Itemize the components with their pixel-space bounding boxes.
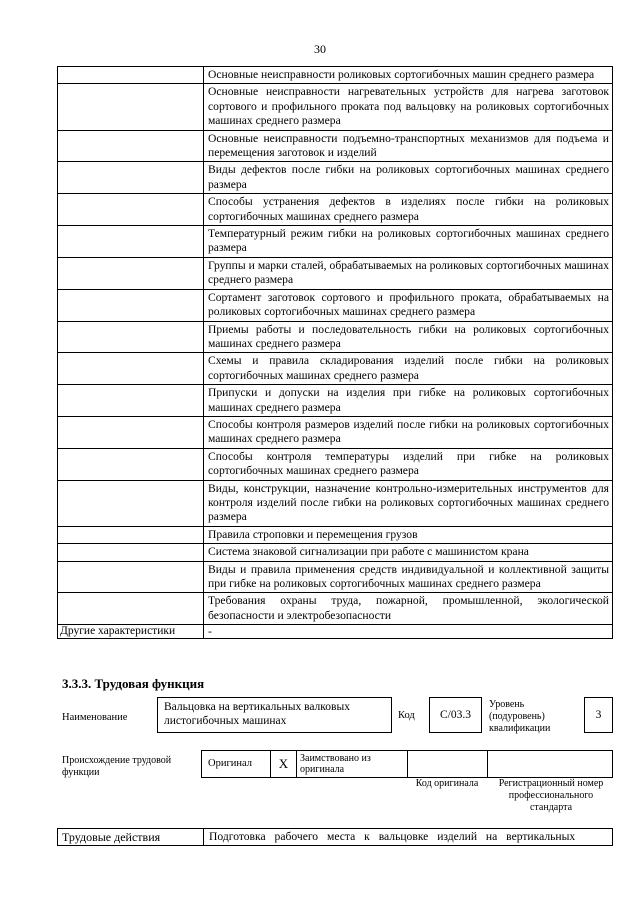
left-cell — [58, 417, 204, 448]
code-original-cell — [408, 751, 488, 777]
knowledge-item: Схемы и правила складирования изделий после гибки на роликовых сортогибочных машинах среднего размера — [208, 354, 609, 382]
code-original-caption: Код оригинала — [415, 778, 479, 789]
left-cell — [58, 322, 204, 353]
table-row — [58, 83, 612, 129]
name-label: Наименование — [62, 712, 128, 723]
section-heading: 3.3.3. Трудовая функция — [62, 676, 205, 691]
knowledge-item: Система знаковой сигнализации при работе с машинистом крана — [208, 545, 529, 559]
knowledge-item: Способы устранения дефектов в изделиях после гибки на роликовых сортогибочных машинах среднего размера — [208, 195, 609, 223]
function-name-value: Вальцовка на вертикальных валковых листогибочных машинах — [164, 701, 350, 727]
level-label: Уровень (подуровень) квалификации — [489, 699, 551, 734]
table-row — [58, 416, 612, 448]
left-cell — [58, 226, 204, 257]
left-cell — [58, 527, 204, 543]
knowledge-item: Виды дефектов после гибки на роликовых сортогибочных машинах среднего размера — [208, 163, 609, 191]
other-characteristics-value: - — [208, 625, 212, 639]
knowledge-item: Припуски и допуски на изделия при гибке на роликовых сортогибочных машинах среднего размера — [208, 386, 609, 414]
origin-table — [201, 750, 613, 778]
table-row — [58, 543, 612, 560]
borrowed-label: Заимствовано из оригинала — [297, 751, 408, 777]
left-cell — [58, 481, 204, 526]
level-box — [584, 697, 613, 733]
table-row — [58, 448, 612, 480]
code-value: C/03.3 — [440, 709, 471, 721]
knowledge-item: Основные неисправности нагревательных устройств для нагрева заготовок сортового и профильного проката под вальцовку на роликовых сортогибочных машинах среднего размера — [208, 85, 609, 128]
table-row — [58, 561, 612, 593]
knowledge-item: Виды и правила применения средств индивидуальной и коллективной защиты при гибке на роликовых сортогибочных машинах среднего размера — [208, 562, 609, 590]
level-value: 3 — [595, 709, 602, 721]
reg-number-caption: Регистрационный номер профессионального стандарта — [498, 778, 604, 813]
knowledge-item: Основные неисправности подъемно-транспортных механизмов для подъема и перемещения заготовок и изделий — [208, 131, 609, 160]
page-number: 30 — [314, 42, 326, 56]
knowledge-item: Правила строповки и перемещения грузов — [208, 527, 418, 541]
left-cell — [58, 385, 204, 416]
knowledge-item: Виды, конструкции, назначение контрольно-измерительных инструментов для контроля изделий после гибки на роликовых сортогибочных машинах среднего размера — [208, 481, 609, 524]
table-row — [58, 480, 612, 526]
knowledge-item: Температурный режим гибки на роликовых сортогибочных машинах среднего размера — [208, 227, 609, 255]
function-name-box — [157, 697, 392, 733]
left-cell — [58, 353, 204, 384]
original-mark: X — [271, 751, 297, 777]
table-row — [58, 67, 612, 83]
knowledge-item: Сортамент заготовок сортового и профильного проката, обрабатываемых на роликовых сортогибочных машинах среднего размера — [208, 290, 609, 319]
knowledge-item: Приемы работы и последовательность гибки на роликовых сортогибочных машинах среднего размера — [208, 322, 609, 350]
table-row — [58, 193, 612, 225]
left-cell — [58, 131, 204, 162]
table-row — [58, 257, 612, 289]
table-row — [58, 384, 612, 416]
left-cell — [58, 194, 204, 225]
left-cell — [58, 593, 204, 624]
table-row — [58, 130, 612, 162]
left-cell — [58, 449, 204, 480]
knowledge-item: Требования охраны труда, пожарной, промышленной, экологической безопасности и электробезопасности — [208, 594, 609, 622]
left-cell — [58, 162, 204, 193]
left-cell — [58, 290, 204, 321]
table-row — [58, 592, 612, 624]
table-row — [58, 161, 612, 193]
knowledge-item: Способы контроля температуры изделий при гибке на роликовых сортогибочных машинах среднего размера — [208, 449, 609, 478]
origin-label: Происхождение трудовой функции — [62, 755, 172, 778]
code-box — [429, 697, 482, 733]
table-row — [58, 321, 612, 353]
labor-actions-label: Трудовые действия — [58, 829, 204, 845]
table-row — [58, 225, 612, 257]
left-cell — [58, 544, 204, 560]
code-label: Код — [398, 710, 415, 721]
table-row — [58, 624, 612, 638]
left-cell — [58, 562, 204, 593]
table-row — [58, 289, 612, 321]
labor-actions-table — [57, 828, 613, 846]
knowledge-table — [57, 66, 613, 639]
other-characteristics-label: Другие характеристики — [58, 625, 204, 638]
reg-number-cell — [488, 751, 612, 777]
table-row — [58, 526, 612, 543]
left-cell — [58, 84, 204, 129]
left-cell — [58, 258, 204, 289]
knowledge-item: Группы и марки сталей, обрабатываемых на роликовых сортогибочных машинах среднего размера — [208, 258, 609, 287]
original-label: Оригинал — [202, 751, 271, 777]
knowledge-item: Основные неисправности роликовых сортогибочных машин среднего размера — [208, 68, 595, 81]
knowledge-item: Способы контроля размеров изделий после гибки на роликовых сортогибочных машинах среднего размера — [208, 417, 609, 446]
labor-action-item: Подготовка рабочего места к вальцовке изделий на вертикальных — [209, 830, 576, 843]
table-row — [58, 352, 612, 384]
left-cell — [58, 67, 204, 83]
